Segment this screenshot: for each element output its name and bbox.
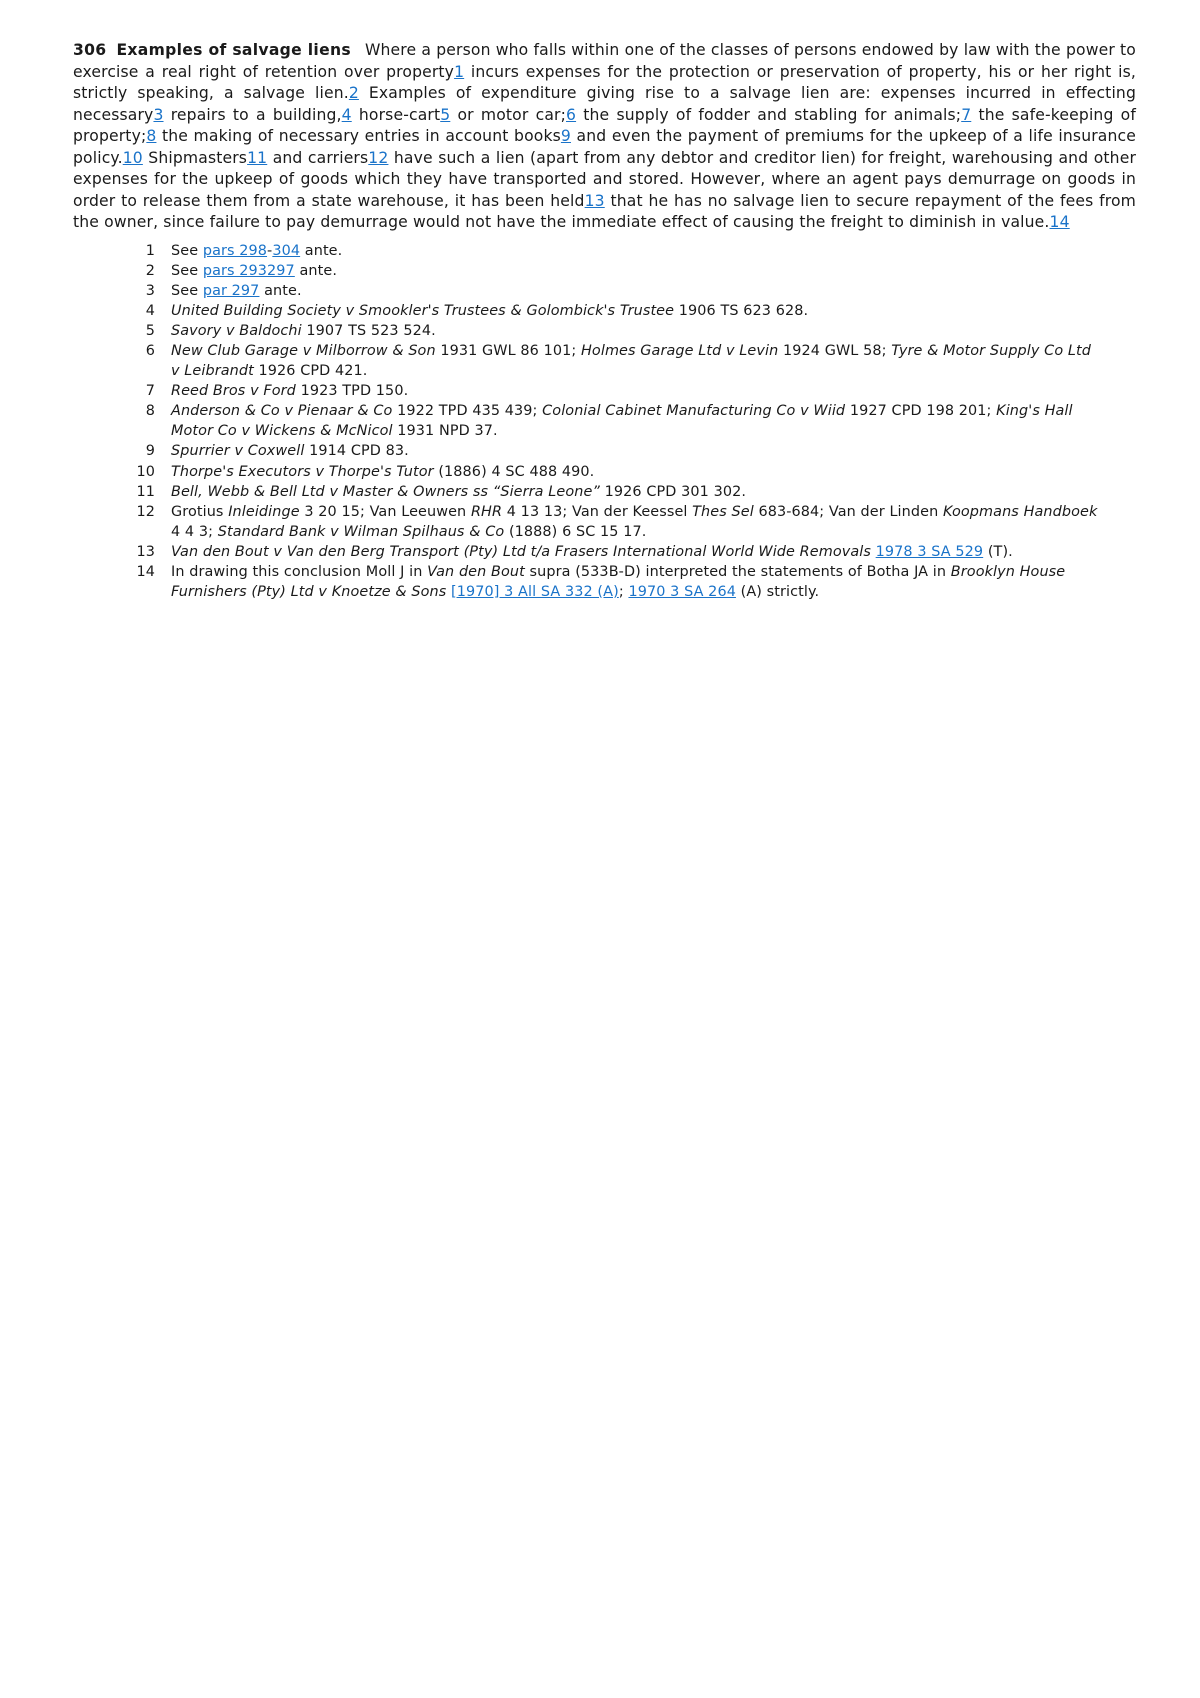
footnote-text: 1927 CPD 198 201; <box>845 403 997 420</box>
case-name: Colonial Cabinet Manufacturing Co v Wiid <box>542 403 846 420</box>
footnote-10 <box>133 462 1103 482</box>
footnote-text: See <box>171 282 203 299</box>
body-text: and carriers <box>267 148 369 167</box>
footnote-text: 3 20 15; Van Leeuwen <box>299 503 471 520</box>
paragraph-title: Examples of salvage liens <box>116 41 351 59</box>
case-name: Standard Bank v Wilman Spilhaus & Co <box>217 523 505 540</box>
footnote-text: (T). <box>983 543 1013 560</box>
footnote-number: 6 <box>145 342 155 359</box>
footnote-number: 14 <box>136 564 155 580</box>
footnote-text: (A) strictly. <box>735 584 820 601</box>
footnote-text: See <box>171 242 203 259</box>
footnote-number: 2 <box>145 262 155 279</box>
footnote-6 <box>133 341 1103 381</box>
footnote-text: See <box>171 262 203 279</box>
footnote-text: 4 4 3; <box>171 523 218 540</box>
footnote-1 <box>133 241 1103 261</box>
footnote-ref-14[interactable]: 14 <box>1049 213 1070 231</box>
footnote-text: (1888) 6 SC 15 17. <box>504 523 647 540</box>
citation-link-pars-298[interactable]: pars 298 <box>202 242 268 259</box>
footnote-text: - <box>267 242 273 259</box>
footnote-text: In drawing this conclusion Moll J in <box>171 564 428 580</box>
footnote-number: 3 <box>145 282 155 299</box>
body-text: the safe-keeping of property; <box>73 105 1137 145</box>
footnote-number: 8 <box>145 403 155 420</box>
footnote-number: 5 <box>145 322 155 339</box>
citation-link-par-297[interactable]: par 297 <box>202 282 260 299</box>
footnote-ref-2[interactable]: 2 <box>348 84 359 102</box>
footnote-13 <box>133 542 1103 562</box>
footnote-text: ante. <box>294 262 337 279</box>
body-text: the supply of fodder and stabling for animals; <box>576 105 962 124</box>
footnote-ref-4[interactable]: 4 <box>341 105 352 124</box>
footnote-text: 1922 TPD 435 439; <box>392 403 543 420</box>
footnote-9 <box>133 441 1103 461</box>
footnote-text: 1914 CPD 83. <box>304 443 409 460</box>
footnote-11 <box>133 482 1103 502</box>
case-name: Savory v Baldochi <box>171 322 302 339</box>
footnote-ref-8[interactable]: 8 <box>146 127 157 145</box>
footnote-text: 1926 CPD 301 302. <box>599 483 747 500</box>
footnote-text: ; <box>618 584 629 601</box>
work-title: Inleidinge <box>228 503 300 520</box>
footnote-number: 10 <box>136 463 155 480</box>
case-name: United Building Society v Smookler's Trustees & Golombick's Trustee <box>171 302 675 319</box>
footnote-number: 13 <box>136 543 155 560</box>
case-name: Tyre & Motor Supply Co Ltd v Leibrandt <box>171 342 1092 380</box>
body-text: Shipmasters <box>142 148 248 167</box>
work-title: Koopmans Handboek <box>942 503 1098 520</box>
citation-link-pars-293297[interactable]: pars 293297 <box>202 262 295 279</box>
body-text: that he has no salvage lien to secure repayment of the fees from the owner, since failure to pay demurrage would not have the immediate effect of causing the freight to diminish in value. <box>73 191 1136 231</box>
case-name: Brooklyn House Furnishers (Pty) Ltd v Knoetze & Sons <box>171 564 1066 601</box>
footnote-number: 1 <box>145 242 155 259</box>
footnote-text: (1886) 4 SC 488 490. <box>433 463 595 480</box>
case-name: New Club Garage v Milborrow & Son <box>171 342 436 359</box>
footnote-ref-12[interactable]: 12 <box>368 148 389 167</box>
footnote-ref-6[interactable]: 6 <box>566 105 577 124</box>
body-text: incurs expenses for the protection or preservation of property, his or her right is, strictly speaking, a salvage lien. <box>73 62 1137 102</box>
footnote-5 <box>133 321 1103 341</box>
body-text: horse-cart <box>351 105 441 124</box>
footnote-ref-9[interactable]: 9 <box>560 127 571 145</box>
footnote-text: 1931 NPD 37. <box>392 423 498 440</box>
footnote-number: 4 <box>145 302 155 319</box>
footnote-text: 1931 GWL 86 101; <box>435 342 582 359</box>
footnote-7 <box>133 381 1103 401</box>
body-text: or motor car; <box>450 105 566 124</box>
case-name: Van den Bout <box>427 564 525 580</box>
body-text: repairs to a building, <box>163 105 342 124</box>
body-text: Where a person who falls within one of the classes of persons endowed by law with the power to exercise a real right of retention over property <box>73 41 1137 81</box>
footnote-number: 9 <box>145 443 155 460</box>
case-name: King's Hall Motor Co v Wickens & McNicol <box>171 403 1073 440</box>
footnote-ref-1[interactable]: 1 <box>454 62 465 81</box>
footnote-text: 1907 TS 523 524. <box>301 322 436 339</box>
work-title: Thes Sel <box>692 503 754 520</box>
footnote-ref-3[interactable]: 3 <box>153 105 164 124</box>
footnote-ref-11[interactable]: 11 <box>247 148 268 167</box>
footnote-text: ante. <box>300 242 343 259</box>
case-name: Van den Bout v Van den Berg Transport (Pty) Ltd t/a Frasers International World Wide Removals <box>171 543 871 560</box>
footnote-text: 1924 GWL 58; <box>778 342 892 359</box>
footnote-3 <box>133 281 1103 301</box>
paragraph-number: 306 <box>73 41 107 59</box>
paragraph-306 <box>73 40 1136 234</box>
body-text: the making of necessary entries in account books <box>156 127 561 145</box>
footnote-text: ante. <box>259 282 302 299</box>
footnote-text: supra (533B-D) interpreted the statements of Botha JA in <box>524 564 951 580</box>
footnote-number: 11 <box>136 483 155 500</box>
footnote-ref-10[interactable]: 10 <box>122 148 143 167</box>
footnote-ref-7[interactable]: 7 <box>961 105 972 124</box>
footnote-text: 683-684; Van der Linden <box>753 503 943 520</box>
footnote-ref-13[interactable]: 13 <box>584 191 605 210</box>
case-name: Reed Bros v Ford <box>171 383 296 400</box>
paragraph-heading <box>73 41 351 59</box>
citation-link-1970-3-all-sa-332[interactable]: [1970] 3 All SA 332 (A) <box>451 584 619 601</box>
case-name: Anderson & Co v Pienaar & Co <box>171 403 393 420</box>
citation-link-304[interactable]: 304 <box>272 242 301 259</box>
footnote-text: Grotius <box>171 503 229 520</box>
case-name: Thorpe's Executors v Thorpe's Tutor <box>171 463 434 480</box>
document-page <box>73 40 1136 602</box>
footnotes-list <box>133 241 1103 603</box>
footnote-4 <box>133 301 1103 321</box>
work-title: RHR <box>470 503 503 520</box>
footnote-text: 4 13 13; Van der Keessel <box>502 503 693 520</box>
footnote-ref-5[interactable]: 5 <box>440 105 451 124</box>
footnote-12 <box>133 502 1103 542</box>
footnote-text: 1923 TPD 150. <box>295 383 409 400</box>
footnote-8 <box>133 401 1103 441</box>
case-name: Spurrier v Coxwell <box>171 443 305 460</box>
footnote-text: 1926 CPD 421. <box>253 363 368 380</box>
citation-link-1978-3-sa-529[interactable]: 1978 3 SA 529 <box>875 543 984 560</box>
footnote-14 <box>133 562 1103 602</box>
body-text: and even the payment of premiums for the upkeep of a life insurance policy. <box>73 127 1136 167</box>
case-name: Bell, Webb & Bell Ltd v Master & Owners ss “Sierra Leone” <box>171 483 600 500</box>
footnote-number: 12 <box>136 503 155 520</box>
body-text: Examples of expenditure giving rise to a salvage lien are: expenses incurred in effecting necessary <box>73 84 1137 124</box>
footnote-number: 7 <box>145 383 155 400</box>
footnote-text: 1906 TS 623 628. <box>674 302 809 319</box>
body-text: have such a lien (apart from any debtor and creditor lien) for freight, warehousing and other expenses for the upkeep of goods which they have transported and stored. However, where an agent pays demurrage on goods in order to release them from a state warehouse, it has been held <box>73 148 1137 210</box>
footnote-2 <box>133 261 1103 281</box>
citation-link-1970-3-sa-264[interactable]: 1970 3 SA 264 <box>628 584 736 601</box>
case-name: Holmes Garage Ltd v Levin <box>581 342 779 359</box>
